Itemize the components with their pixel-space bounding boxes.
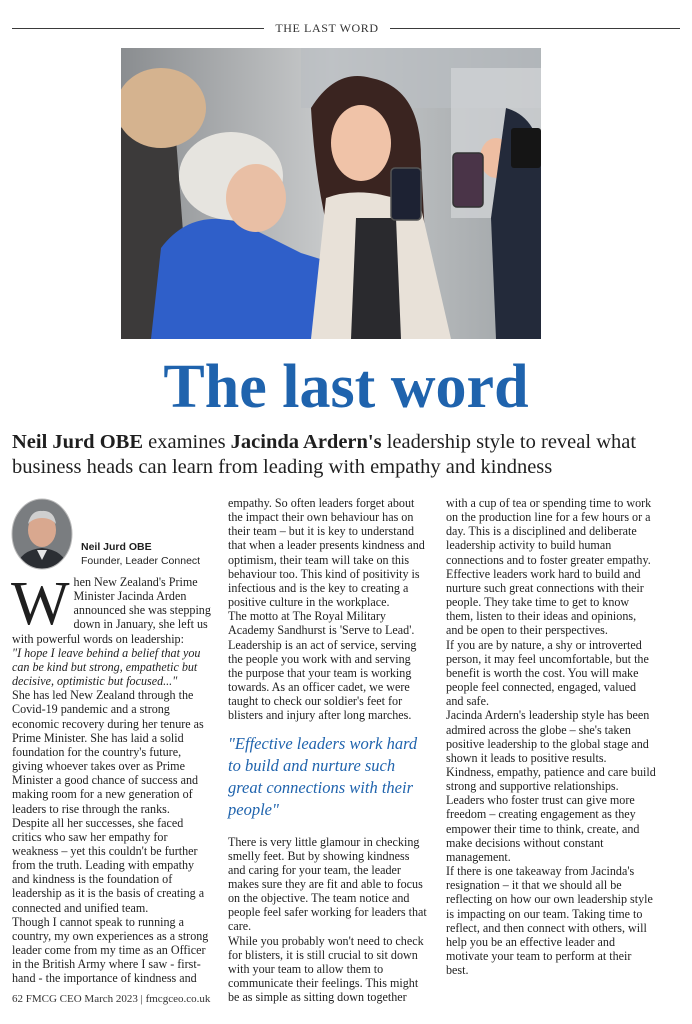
- standfirst-text-2: leadership style to reveal what business heads can learn from leading with empathy and kindness: [12, 431, 637, 478]
- paragraph: If you are by nature, a shy or introverted person, it may feel uncomfortable, but the benefit is worth the cost. You will make people feel connected, engaged, valued and safe.: [446, 637, 649, 709]
- paragraph: empathy. So often leaders forget about the impact their own behaviour has on their team – but it is key to understand that when a leader presents kindness and optimism, their team will take on this behaviour too. This kind of positivity is infectious and is the key to creating a positive culture in the workplace.: [228, 496, 425, 610]
- standfirst-author: Neil Jurd OBE: [12, 431, 143, 453]
- author-avatar: [11, 498, 73, 570]
- paragraph: Despite all her successes, she faced critics who saw her empathy for weakness – yet this couldn't be further from the truth. Leading with empathy and kindness is the foundation of leadership as it is the basis of creating a connected and unified team.: [12, 815, 205, 915]
- paragraph: While you probably won't need to check for blisters, it is still crucial to sit down with your team to allow them to communicate their feelings. This might be as simple as sitting down together: [228, 933, 424, 1005]
- paragraph: The motto at The Royal Military Academy Sandhurst is 'Serve to Lead'. Leadership is an act of service, serving the people you work with and serving the purpose that your team is working towards. As an officer cadet, we were taught to check our soldier's feet for blisters and injury after long marches.: [228, 609, 417, 723]
- paragraph: Effective leaders work hard to build and nurture such great connections with their people. They take time to get to know them, listen to their ideas and opinions, and be open to their perspectives.: [446, 566, 644, 638]
- phone-right: [453, 153, 483, 207]
- paragraph: She has led New Zealand through the Covid-19 pandemic and a strong economic recovery during her tenure as Prime Minister. She has laid a solid foundation for the country's future, giving whoever takes over as Prime Minister a good chance of success and making room for a new generation of leaders to rise through the ranks.: [12, 688, 204, 816]
- header-rule-right: [390, 28, 680, 29]
- page-title: The last word: [163, 353, 529, 421]
- paragraph: If there is one takeaway from Jacinda's resignation – it that we should all be reflecting on how our own leadership style is impacting on our team. Taking time to reflect, and then connect with others, will help you be an effective leader and motivate your team to perform at their best.: [446, 864, 653, 978]
- author-role: Founder, Leader Connect: [81, 555, 201, 567]
- camera: [511, 128, 541, 168]
- paragraph: with a cup of tea or spending time to work on the production line for a few hours or a day. This is a disciplined and deliberate leadership activity to build human connections and to foster greater empathy.: [446, 496, 652, 567]
- section-label: THE LAST WORD: [275, 21, 379, 35]
- standfirst: [12, 430, 682, 480]
- article-column-1: [11, 570, 212, 986]
- standfirst-text-1: examines: [143, 431, 231, 453]
- paragraph: There is very little glamour in checking smelly feet. But by showing kindness and caring for your team, the leader makes sure they are fit and able to focus on the objective. The team notice and people feel safer working for leaders that care.: [228, 834, 427, 934]
- header-rule-left: [12, 28, 264, 29]
- paragraph: hen New Zealand's Prime Minister Jacinda Arden announced she was stepping down in January, she left us with powerful words on leadership:: [12, 575, 211, 646]
- inline-quote: "I hope I leave behind a belief that you can be kind but strong, empathetic but decisive, optimistic but focused...": [12, 645, 201, 689]
- paragraph: Jacinda Ardern's leadership style has been admired across the globe – she's taken positive leadership to the global stage and shown it leads to positive results. Kindness, empathy, patience and care build strong and supportive relationships. Leaders who foster trust can give more freedom – creating engagement as they empower their time to think, create, and make decisions without constant management.: [446, 708, 656, 864]
- paragraph: Though I cannot speak to running a country, my own experiences as a strong leader come from my time as an Officer in the British Army where I saw - first-hand - the importance of kindness and: [12, 914, 209, 986]
- main-person-face: [331, 105, 391, 181]
- drop-cap: W: [11, 570, 70, 638]
- author-name: Neil Jurd OBE: [81, 541, 152, 553]
- main-person-top: [351, 218, 401, 339]
- elderly-woman-face: [226, 164, 286, 232]
- article-column-3: [446, 496, 656, 977]
- article-column-2: [228, 496, 428, 1004]
- standfirst-subject: Jacinda Ardern's: [230, 431, 382, 453]
- page-footer: 62 FMCG CEO March 2023 | fmcgceo.co.uk: [12, 993, 211, 1005]
- pull-quote: "Effective leaders work hard to build and nurture such great connections with their people": [228, 733, 418, 819]
- hero-photo: [121, 48, 541, 339]
- phone-left: [391, 168, 421, 220]
